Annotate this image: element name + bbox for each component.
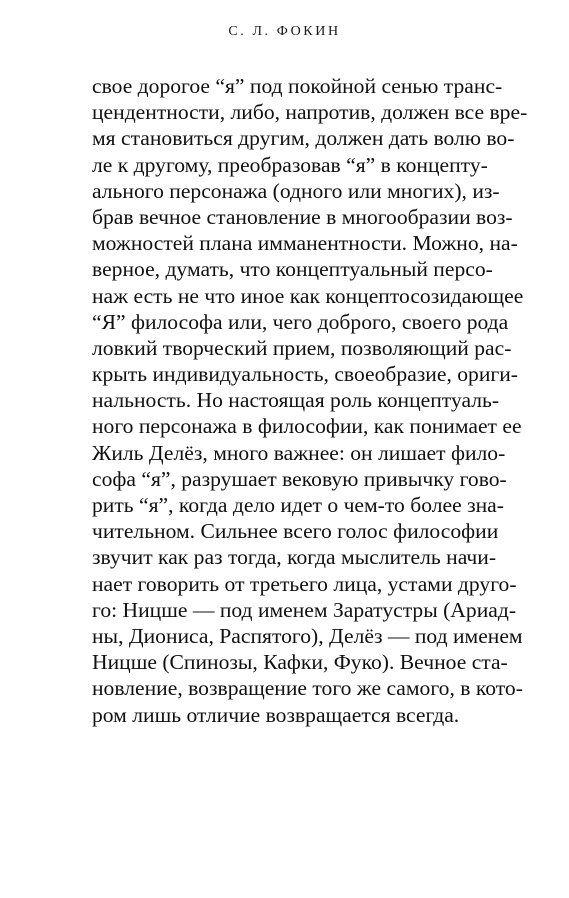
text-line-15: Жиль Делёз, много важнее: он лишает фило- [92, 440, 506, 465]
text-line-1: свое дорогое “я” под покойной сенью транс- [92, 74, 503, 98]
text-line-10: “Я” философа или, чего доброго, своего рода [92, 309, 509, 334]
text-line-13: нальность. Но настоящая роль концептуаль- [92, 388, 500, 413]
body-text [92, 73, 528, 728]
text-line-17: рить “я”, когда дело идет о чем-то более зна- [92, 493, 504, 517]
text-line-19: звучит как раз тогда, когда мыслитель начи- [92, 545, 497, 570]
text-line-21: го: Ницше — под именем Заратустры (Ариад- [92, 597, 517, 622]
text-line-22: ны, Диониса, Распятого), Делёз — под именем [92, 623, 523, 648]
running-head: С. Л. ФОКИН [228, 24, 341, 39]
text-line-24: новление, возвращение того же самого, в кото- [92, 676, 523, 701]
text-line-5: ального персонажа (одного или многих), из- [92, 178, 500, 203]
text-line-7: можностей плана имманентности. Можно, на- [92, 231, 518, 256]
text-line-11: ловкий творческий прием, позволяющий рас- [92, 335, 512, 360]
text-line-16: софа “я”, разрушает вековую привычку гово- [92, 466, 507, 491]
text-line-20: нает говорить от третьего лица, устами друго- [92, 571, 517, 596]
text-line-25: ром лишь отличие возвращается всегда. [92, 702, 460, 727]
text-line-23: Ницше (Спинозы, Кафки, Фуко). Вечное ста- [92, 650, 508, 675]
text-line-18: чительном. Сильнее всего голос философии [92, 519, 499, 544]
text-line-14: ного персонажа в философии, как понимает ее [92, 414, 522, 439]
text-line-9: наж есть не что иное как концептосозидающее [92, 283, 524, 308]
text-line-12: крыть индивидуальность, своеобразие, ориги- [92, 362, 519, 387]
text-line-3: мя становиться другим, должен дать волю во- [92, 126, 515, 151]
text-line-4: ле к другому, преобразовав “я” в концепту- [92, 152, 488, 177]
text-line-8: верное, думать, что концептуальный персо- [92, 257, 493, 282]
text-line-6: брав вечное становление в многообразии воз- [92, 204, 513, 229]
text-line-2: цендентности, либо, напротив, должен все вре- [92, 100, 528, 125]
